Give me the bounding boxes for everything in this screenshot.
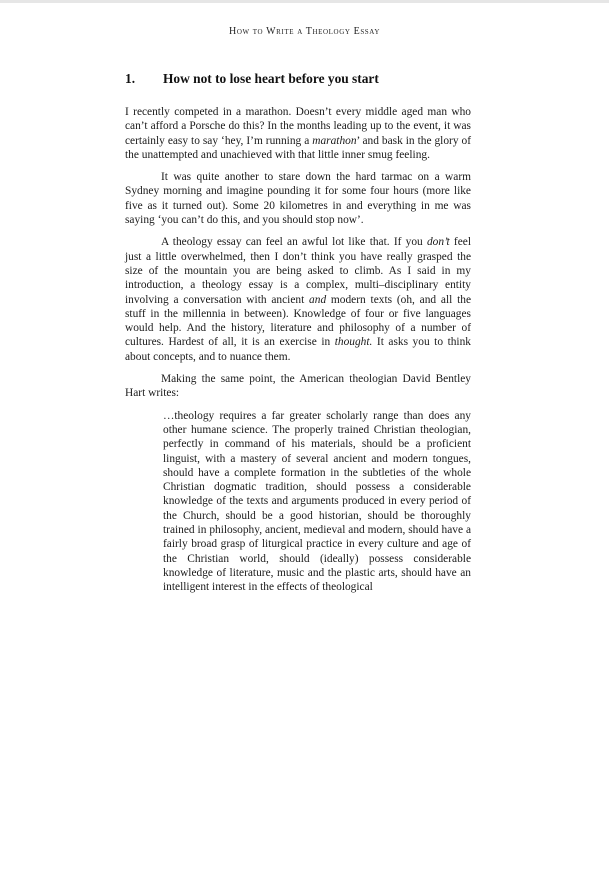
paragraph-text: A theology essay can feel an awful lot like that. If you — [161, 236, 427, 249]
running-head: How to Write a Theology Essay — [229, 26, 380, 37]
paragraph-text: ’ and bask in the glory of the unattempted and unachieved with that little inner smug feeling. — [125, 134, 471, 161]
emphasis-text: don’t — [426, 236, 450, 249]
paragraph-1 — [125, 105, 471, 162]
section-number: 1. — [125, 71, 136, 86]
paragraph-text: modern texts (oh, and all the stuff in the millennia in between). Knowledge of four or five languages would help. And the history, literature and philosophy of a number of cultures. Hardest of all, it is an exercise in — [125, 293, 471, 349]
paragraph-text: It was quite another to stare down the hard tarmac on a warm Sydney morning and imagine pounding it for some four hours (more like five as it turned out). Some 20 kilometres in and everything in me was saying ‘you can’t do this, and you should stop now’. — [125, 171, 471, 227]
paragraph-3 — [125, 235, 471, 364]
paragraph-2 — [125, 170, 471, 227]
emphasis-text: thought. — [334, 336, 373, 349]
section-title: How not to lose heart before you start — [163, 71, 379, 86]
body-text — [125, 105, 471, 595]
section-heading — [125, 71, 485, 87]
page-top-edge — [0, 0, 609, 3]
block-quote: …theology requires a far greater scholarly range than does any other humane science. The properly trained Christian theologian, perfectly in command of his materials, should be a proficient linguist, with a mastery of several ancient and modern tongues, should have a complete formation in the subtleties of the whole Christian dogmatic tradition, should possess a considerable knowledge of the texts and arguments produced in every period of the Church, should be a good historian, should be thoroughly trained in philosophy, ancient, medieval and modern, should have a fairly broad grasp of liturgical practice in every culture and age of the Christian world, should (ideally) possess considerable knowledge of literature, music and the plastic arts, should have an intelligent interest in the effects of theological — [163, 409, 471, 594]
paragraph-text: Making the same point, the American theologian David Bentley Hart writes: — [125, 373, 471, 400]
paragraph-4 — [125, 372, 471, 401]
paragraph-text: It asks you to think about concepts, and to nuance them. — [125, 336, 471, 363]
paragraph-text: feel just a little overwhelmed, then I don’t think you have really grasped the size of the mountain you are being asked to climb. As I said in my introduction, a theology essay is a complex, multi–disciplinary entity involving a conversation with ancient — [125, 236, 471, 306]
emphasis-text: marathon — [312, 134, 357, 147]
emphasis-text: and — [309, 293, 327, 306]
paragraph-text: I recently competed in a marathon. Doesn’t every middle aged man who can’t afford a Porsche do this? In the months leading up to the event, it was certainly easy to say ‘hey, I’m running a — [125, 106, 471, 147]
